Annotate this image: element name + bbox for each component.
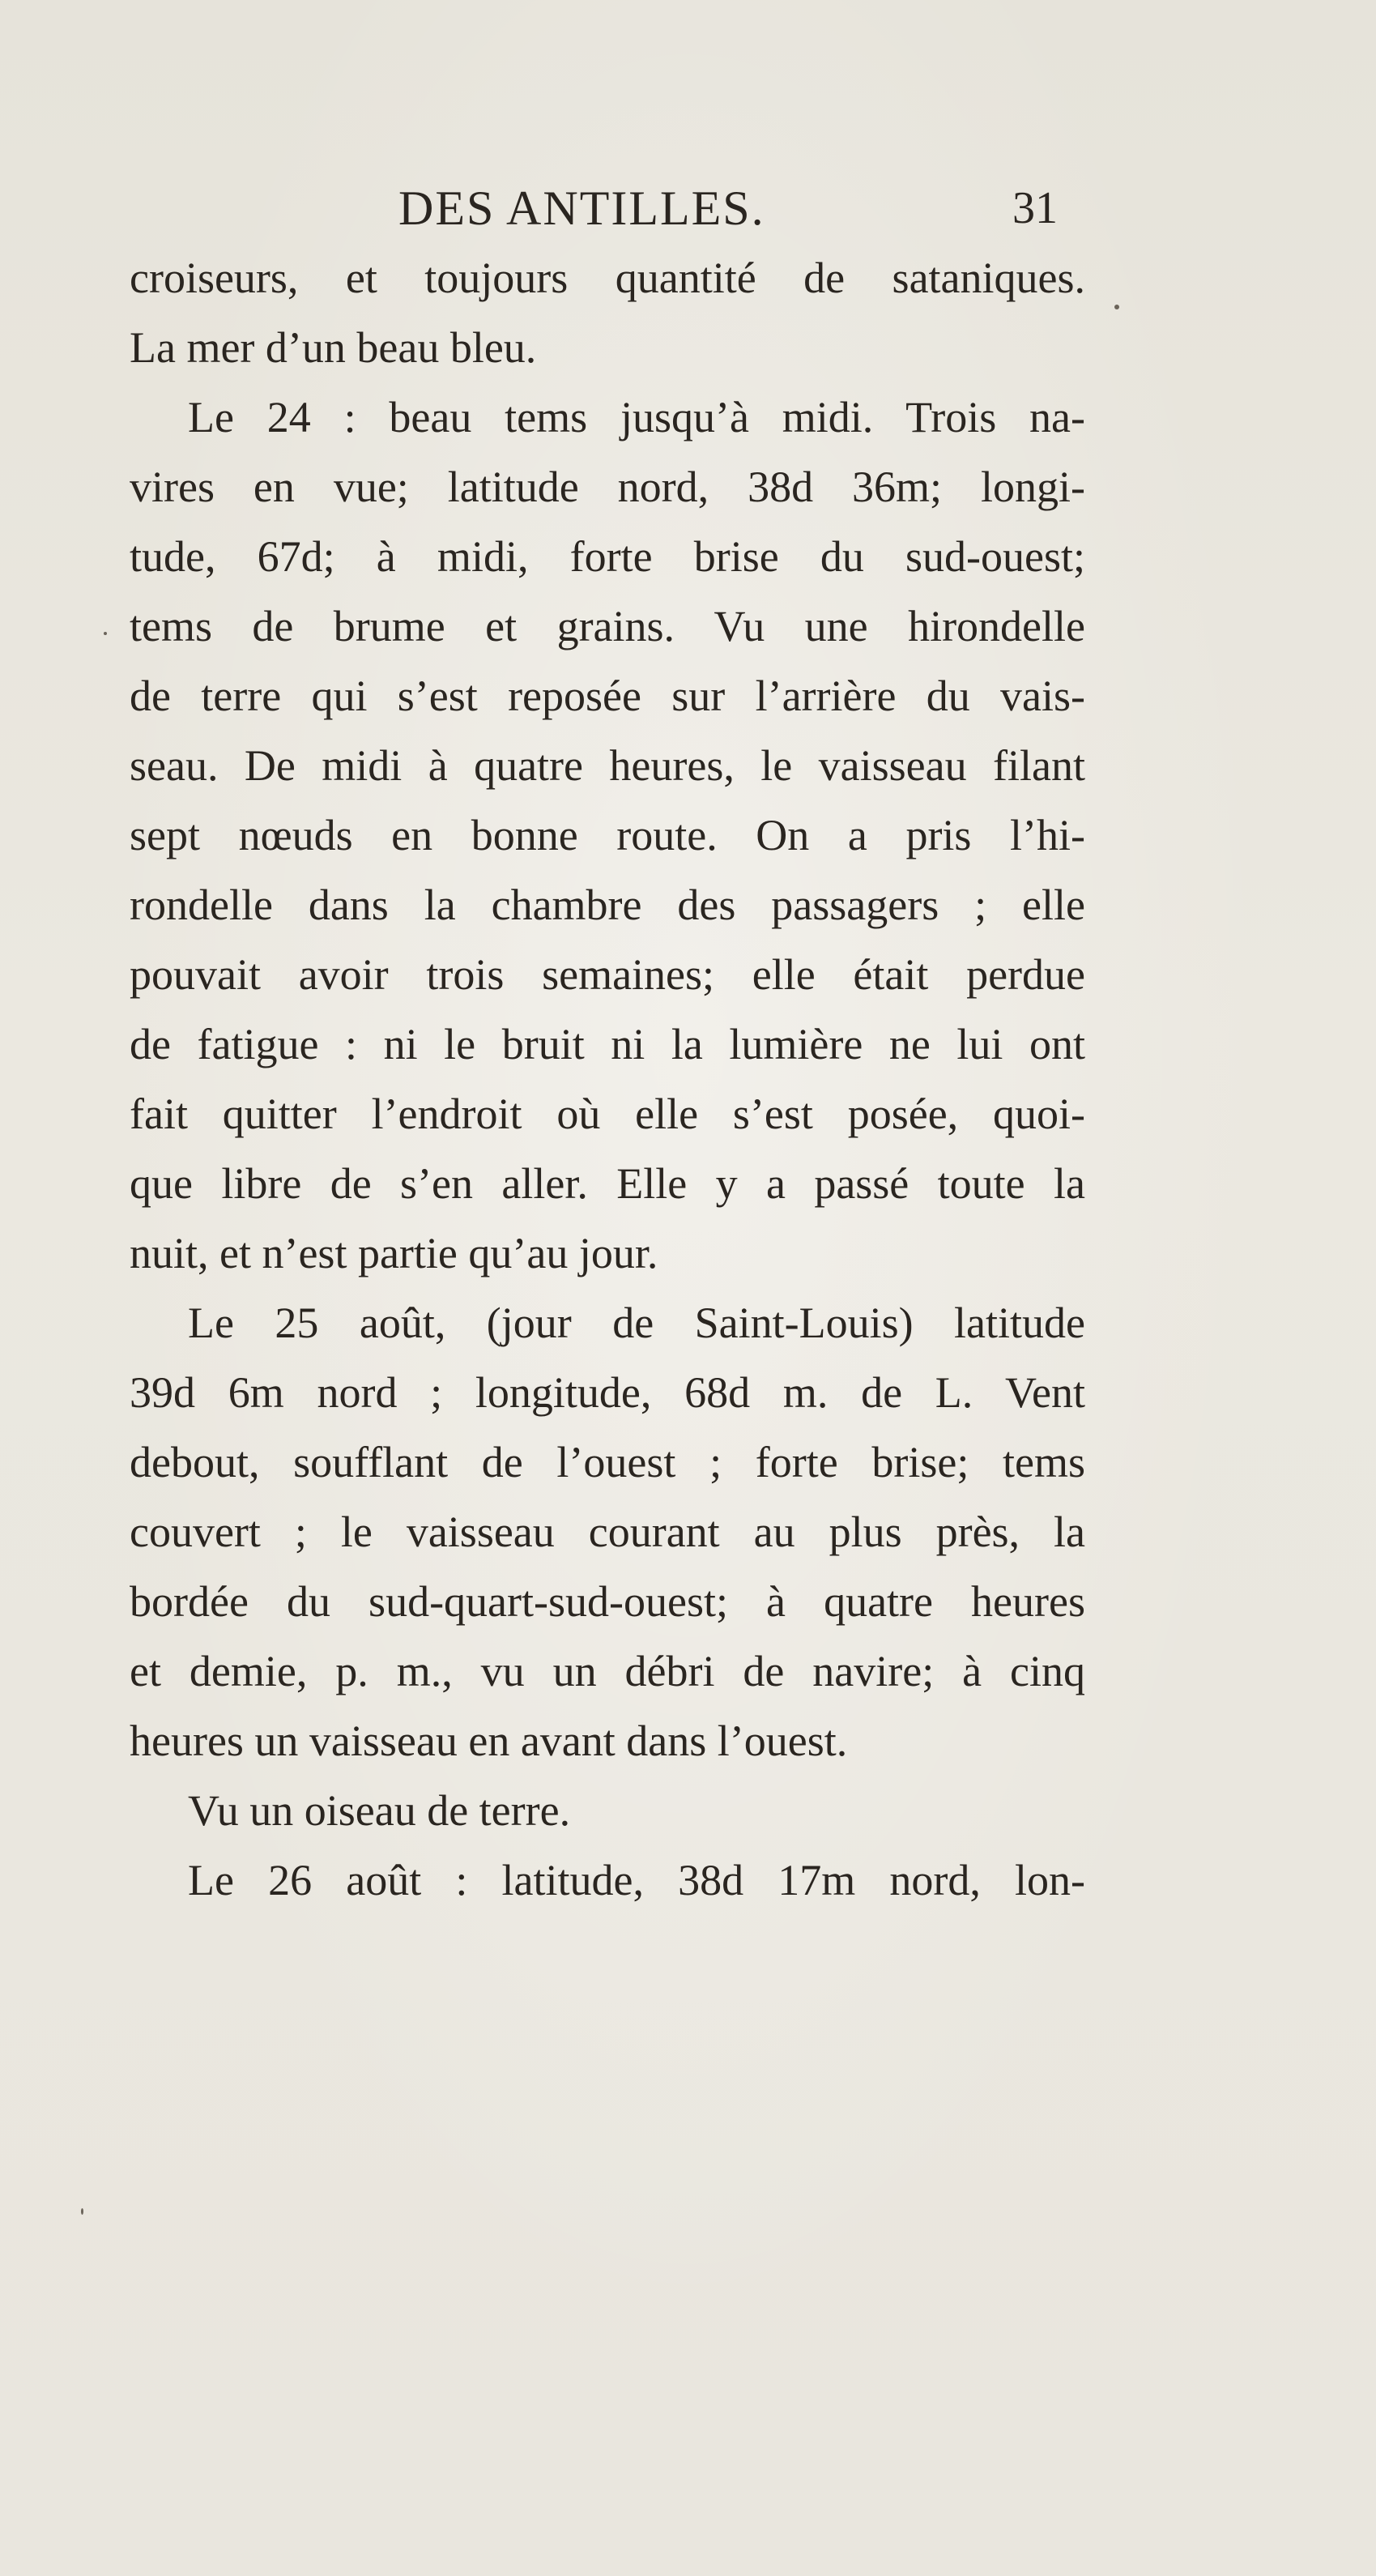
paper-speck — [1114, 305, 1119, 309]
paper-speck — [104, 632, 107, 635]
running-head — [0, 180, 1376, 237]
text-line: rondelle dans la chambre des passagers ; elle — [130, 881, 1085, 929]
text-line: de terre qui s’est reposée sur l’arrière du vais- — [130, 672, 1085, 720]
text-line: et demie, p. m., vu un débri de navire; à cinq — [130, 1647, 1085, 1695]
text-line: Le 26 août : latitude, 38d 17m nord, lon- — [188, 1856, 1085, 1904]
text-line: que libre de s’en aller. Elle y a passé toute la — [130, 1159, 1085, 1208]
running-title: DES ANTILLES. — [398, 181, 765, 235]
text-line: Vu un oiseau de terre. — [188, 1786, 571, 1835]
text-line: pouvait avoir trois semaines; elle était perdue — [130, 950, 1085, 999]
text-line: seau. De midi à quatre heures, le vaisseau filant — [130, 741, 1085, 790]
text-line: croiseurs, et toujours quantité de sataniques. — [130, 254, 1085, 302]
text-line: sept nœuds en bonne route. On a pris l’hi- — [130, 811, 1085, 859]
text-line: nuit, et n’est partie qu’au jour. — [130, 1229, 658, 1277]
text-line: fait quitter l’endroit où elle s’est posée, quoi- — [130, 1090, 1085, 1138]
text-line: vires en vue; latitude nord, 38d 36m; longi- — [130, 463, 1085, 511]
text-line: 39d 6m nord ; longitude, 68d m. de L. Vent — [130, 1368, 1085, 1417]
text-line: de fatigue : ni le bruit ni la lumière ne lui ont — [130, 1020, 1085, 1068]
page-number: 31 — [1012, 183, 1058, 233]
paper-speck — [81, 2208, 83, 2215]
text-line: Le 25 août, (jour de Saint-Louis) latitude — [188, 1299, 1085, 1347]
text-line: bordée du sud-quart-sud-ouest; à quatre heures — [130, 1577, 1085, 1626]
text-line: La mer d’un beau bleu. — [130, 323, 537, 372]
body-text — [130, 243, 1085, 1915]
text-line: tude, 67d; à midi, forte brise du sud-ouest; — [130, 532, 1085, 581]
text-line: debout, soufflant de l’ouest ; forte brise; tems — [130, 1438, 1085, 1486]
text-line: tems de brume et grains. Vu une hirondelle — [130, 602, 1085, 650]
text-line: couvert ; le vaisseau courant au plus près, la — [130, 1508, 1085, 1556]
text-line: Le 24 : beau tems jusqu’à midi. Trois na- — [188, 393, 1085, 441]
text-line: heures un vaisseau en avant dans l’ouest. — [130, 1717, 848, 1765]
